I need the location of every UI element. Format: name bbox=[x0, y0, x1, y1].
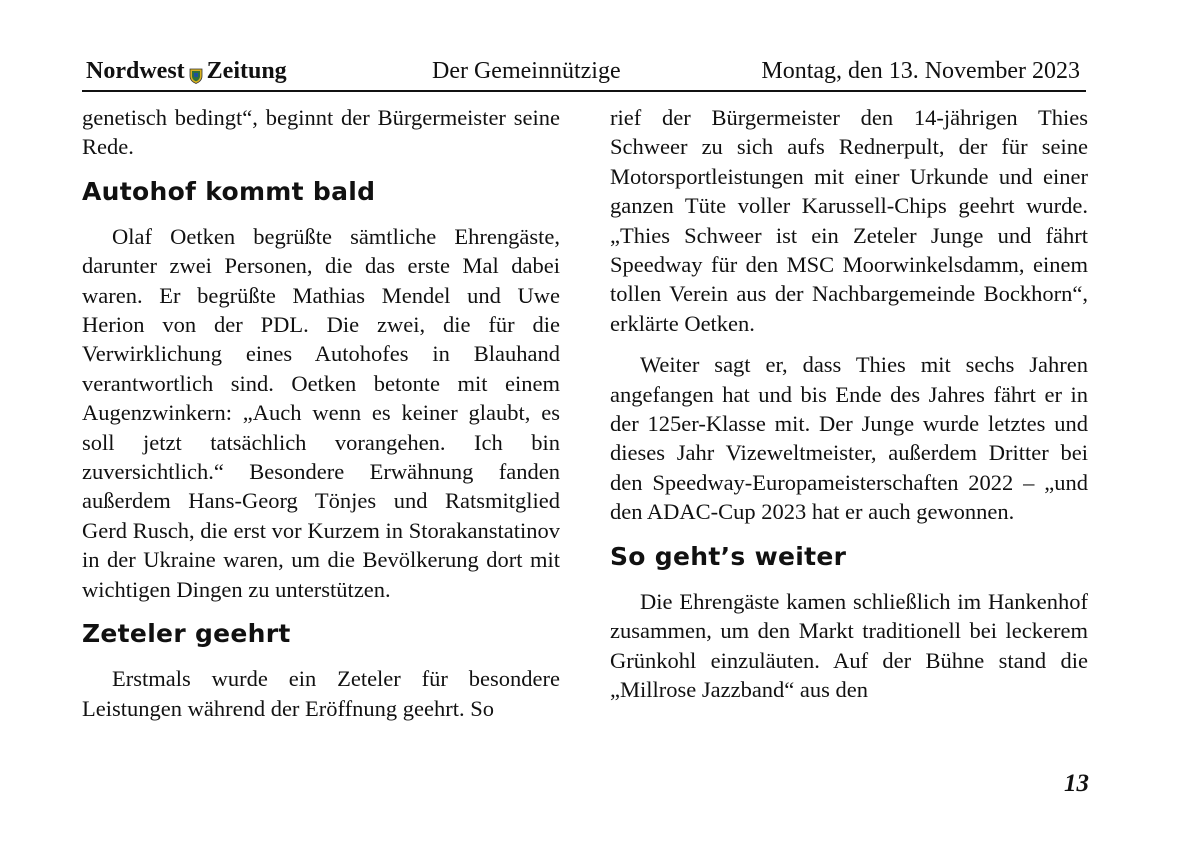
right-column bbox=[610, 103, 1088, 716]
publication-date: Montag, den 13. November 2023 bbox=[761, 58, 1080, 84]
masthead-brand-right: Zeitung bbox=[206, 58, 287, 84]
paragraph: Die Ehrengäste kamen schließlich im Hankenhof zusammen, um den Markt traditionell bei leckerem Grünkohl einzuläuten. Auf der Bühne stand die „Millrose Jazzband“ aus den bbox=[610, 588, 1088, 702]
left-column bbox=[82, 103, 560, 735]
section-heading: So geht’s weiter bbox=[610, 541, 847, 571]
masthead bbox=[86, 58, 287, 85]
crest-icon bbox=[189, 64, 203, 80]
paragraph: Weiter sagt er, dass Thies mit sechs Jahren angefangen hat und bis Ende des Jahres fährt er in der 125er-Klasse mit. Der Junge wurde letztes und dieses Jahr Vizeweltmeister, außerdem Dritter bei den Speedway-Europameisterschaften 2022 – „und den ADAC-Cup 2023 hat er auch gewonnen. bbox=[610, 352, 1088, 525]
paragraph: genetisch bedingt“, beginnt der Bürgermeister seine Rede. bbox=[82, 105, 560, 160]
page-header bbox=[82, 56, 1086, 92]
section-heading: Autohof kommt bald bbox=[82, 176, 376, 206]
paragraph: Erstmals wurde ein Zeteler für besondere Leistungen während der Eröffnung geehrt. So bbox=[82, 666, 560, 721]
publication-name: Der Gemeinnützige bbox=[432, 58, 621, 84]
masthead-brand-left: Nordwest bbox=[86, 58, 185, 84]
paragraph: Olaf Oetken begrüßte sämtliche Ehrengäste, darunter zwei Personen, die das erste Mal dabei waren. Er begrüßte Mathias Mendel und Uwe Herion von der PDL. Die zwei, die für die Verwirklichung eines Autohofes in Blauhand verantwortlich sind. Oetken betonte mit einem Augenzwinkern: „Auch wenn es keiner glaubt, es soll jetzt tatsächlich vorangehen. Ich bin zuversichtlich.“ Besondere Erwähnung fanden außerdem Hans-Georg Tönjes und Ratsmitglied Gerd Rusch, die erst vor Kurzem in Storakanstatinov in der Ukraine waren, um die Bevölkerung dort mit wichtigen Dingen zu unterstützen. bbox=[82, 223, 560, 602]
section-heading: Zeteler geehrt bbox=[82, 619, 291, 649]
paragraph: rief der Bürgermeister den 14-jährigen Thies Schweer zu sich aufs Rednerpult, der für seine Motorsportleistungen mit einer Urkunde und einer ganzen Tüte voller Karussell-Chips geehrt wurde. „Thies Schweer ist ein Zeteler Junge und fährt Speedway für den MSC Moorwinkelsdamm, einem tollen Verein aus der Nachbargemeinde Bockhorn“, erklärte Oetken. bbox=[610, 105, 1088, 336]
page-number: 13 bbox=[1064, 770, 1089, 797]
